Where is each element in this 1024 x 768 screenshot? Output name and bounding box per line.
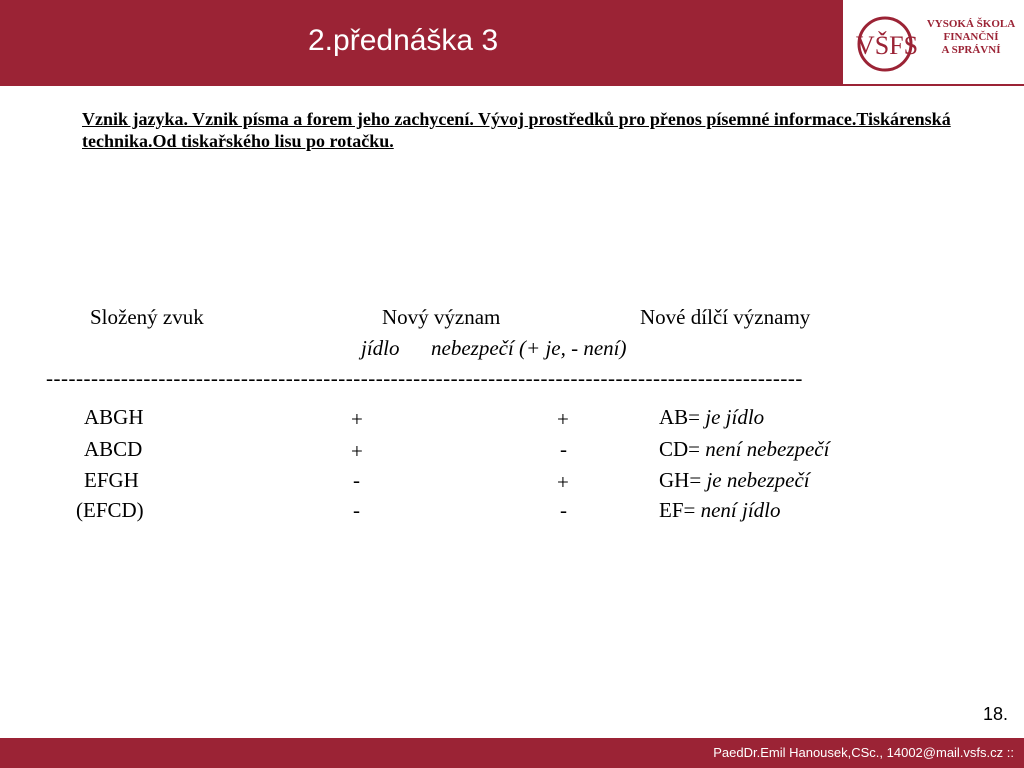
- row-meaning: EF= není jídlo: [659, 498, 781, 522]
- row-danger-mark: +: [557, 470, 569, 494]
- footer-author: PaedDr.Emil Hanousek,CSc., 14002@mail.vsfs.cz ::: [713, 745, 1014, 760]
- row-sound: EFGH: [84, 468, 139, 492]
- row-danger-mark: -: [560, 498, 567, 522]
- vsfs-logo-icon: [855, 12, 919, 76]
- row-meaning: GH= je nebezpečí: [659, 468, 810, 492]
- lecture-subtitle: Vznik jazyka. Vznik písma a forem jeho zachycení. Vývoj prostředků pro přenos písemné informace.Tiskárenská technika.Od tiskařského lisu po rotačku.: [82, 109, 951, 151]
- row-food-mark: -: [353, 468, 360, 492]
- row-sound: (EFCD): [76, 498, 144, 522]
- page-number: 18.: [982, 704, 1008, 724]
- column-heading-new-meaning: Nový význam: [382, 305, 501, 329]
- row-sound: ABCD: [84, 437, 143, 461]
- subheading-food: jídlo: [361, 336, 400, 360]
- row-meaning: AB= je jídlo: [659, 405, 765, 429]
- footer-bar: [0, 738, 1024, 768]
- row-danger-mark: -: [560, 437, 567, 461]
- subheading-danger: nebezpečí (+ je, - není): [431, 336, 627, 360]
- row-food-mark: -: [353, 498, 360, 522]
- divider-line: -----------------------------------------------------------------------------------------------------: [46, 366, 803, 390]
- row-meaning: CD= není nebezpečí: [659, 437, 830, 461]
- row-food-mark: +: [351, 407, 363, 431]
- row-food-mark: +: [351, 439, 363, 463]
- column-heading-compound-sound: Složený zvuk: [90, 305, 204, 329]
- header-bar: [0, 0, 843, 86]
- row-danger-mark: +: [557, 407, 569, 431]
- school-logo: [843, 0, 1024, 86]
- slide-title: 2.přednáška 3: [308, 24, 499, 57]
- svg-text:VŠFS: VŠFS: [855, 31, 919, 60]
- logo-text: VYSOKÁ ŠKOLA FINANČNÍ A SPRÁVNÍ: [926, 18, 1016, 56]
- row-sound: ABGH: [84, 405, 144, 429]
- column-heading-partial-meanings: Nové dílčí významy: [640, 305, 811, 329]
